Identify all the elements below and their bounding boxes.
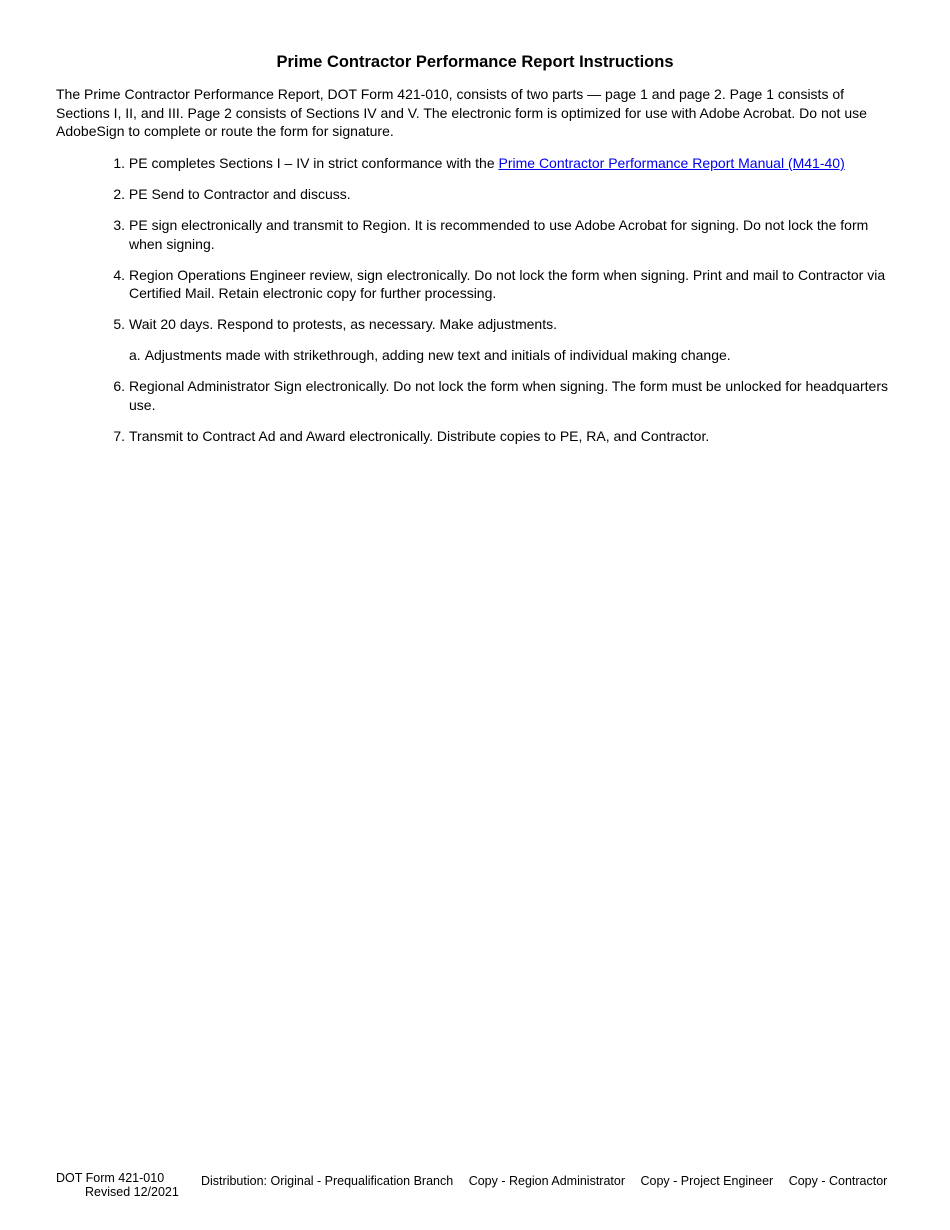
step-5 bbox=[103, 315, 893, 334]
step-text bbox=[125, 216, 893, 253]
substep-text: Adjustments made with strikethrough, adding new text and initials of individual making change. bbox=[144, 347, 731, 363]
form-id: DOT Form 421-010 bbox=[56, 1171, 165, 1185]
step-6 bbox=[103, 377, 893, 414]
step-1 bbox=[103, 154, 893, 173]
distribution-original: Distribution: Original - Prequalification Branch bbox=[201, 1174, 454, 1188]
step-number: 2. bbox=[113, 186, 125, 202]
substep-5a bbox=[103, 346, 893, 365]
distribution-copy-contractor: Copy - Contractor bbox=[788, 1174, 888, 1188]
step-2 bbox=[103, 185, 893, 204]
substep-letter: a. bbox=[129, 347, 141, 363]
step-number: 4. bbox=[113, 266, 125, 283]
step-7 bbox=[103, 427, 893, 446]
form-revised-date: Revised 12/2021 bbox=[85, 1185, 179, 1199]
intro-paragraph: The Prime Contractor Performance Report, DOT Form 421-010, consists of two parts — page 1 and page 2. Page 1 consists of Sections I, II, and III. Page 2 consists of Sections IV and V. The electronic form is optimized for use with Adobe Acrobat. Do not use AdobeSign to complete or route the form for signature. bbox=[56, 86, 867, 139]
step-text-body: PE Send to Contractor and discuss. bbox=[128, 186, 351, 202]
distribution-copy-region-admin: Copy - Region Administrator bbox=[468, 1174, 626, 1188]
distribution-line bbox=[201, 1174, 887, 1188]
step-number: 1. bbox=[113, 155, 125, 171]
step-text-body: Region Operations Engineer review, sign electronically. Do not lock the form when signing. Print and mail to Contractor via Certified Mail. Retain electronic copy for further processing. bbox=[129, 266, 886, 301]
instruction-steps bbox=[103, 154, 893, 458]
step-text-body: Wait 20 days. Respond to protests, as necessary. Make adjustments. bbox=[129, 316, 557, 332]
step-text-body: Transmit to Contract Ad and Award electronically. Distribute copies to PE, RA, and Contractor. bbox=[129, 427, 710, 444]
step-number: 5. bbox=[113, 316, 125, 332]
step-text bbox=[125, 154, 893, 173]
step-4 bbox=[103, 266, 893, 303]
step-text-body: Regional Administrator Sign electronically. Do not lock the form when signing. The form must be unlocked for headquarters use. bbox=[129, 378, 888, 413]
step-text bbox=[125, 185, 893, 204]
step-3 bbox=[103, 216, 893, 253]
step-text bbox=[125, 427, 893, 446]
step-text bbox=[125, 377, 893, 414]
step-text-body: PE sign electronically and transmit to Region. It is recommended to use Adobe Acrobat for signing. Do not lock the form when signing. bbox=[129, 217, 869, 252]
step-text-body: PE completes Sections I – IV in strict conformance with the bbox=[128, 155, 499, 171]
step-text bbox=[125, 266, 893, 303]
step-number: 7. bbox=[113, 427, 125, 444]
step-number: 6. bbox=[113, 378, 125, 394]
page-footer bbox=[0, 1171, 950, 1211]
distribution-copy-project-engineer: Copy - Project Engineer bbox=[640, 1174, 774, 1188]
step-number: 3. bbox=[113, 217, 125, 233]
manual-link[interactable]: Prime Contractor Performance Report Manual (M41-40) bbox=[498, 155, 845, 171]
page-title: Prime Contractor Performance Report Instructions bbox=[276, 53, 674, 71]
step-text bbox=[125, 315, 893, 334]
